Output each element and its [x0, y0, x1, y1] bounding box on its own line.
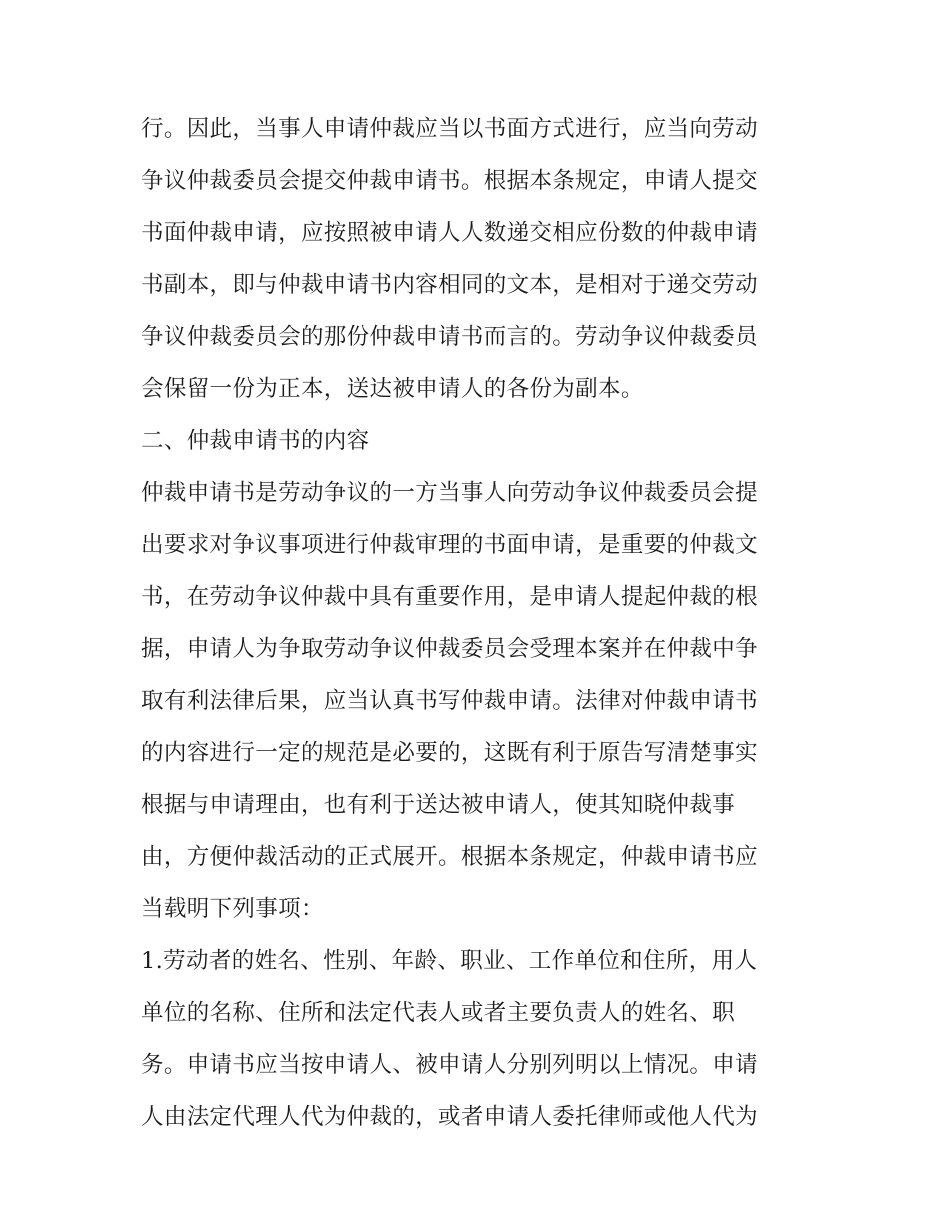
paragraph-line: 根据与申请理由，也有利于送达被申请人，使其知晓仲裁事	[141, 792, 736, 818]
document-body	[141, 103, 821, 1143]
paragraph-line: 行。因此，当事人申请仲裁应当以书面方式进行，应当向劳动	[141, 116, 758, 142]
paragraph-line: 出要求对争议事项进行仲裁审理的书面申请，是重要的仲裁文	[141, 532, 758, 558]
paragraph-line: 的内容进行一定的规范是必要的，这既有利于原告写清楚事实	[141, 740, 758, 766]
paragraph-line: 书面仲裁申请，应按照被申请人人数递交相应份数的仲裁申请	[141, 220, 758, 246]
paragraph-line: 当载明下列事项：	[141, 896, 324, 922]
paragraph-line: 会保留一份为正本，送达被申请人的各份为副本。	[141, 376, 644, 402]
list-item-line: 1.劳动者的姓名、性别、年龄、职业、工作单位和住所，用人	[141, 948, 758, 974]
paragraph-line: 由，方便仲裁活动的正式展开。根据本条规定，仲裁申请书应	[141, 844, 758, 870]
section-heading: 二、仲裁申请书的内容	[141, 428, 370, 454]
list-item-line: 人由法定代理人代为仲裁的，或者申请人委托律师或他人代为	[141, 1104, 758, 1130]
list-item-line: 务。申请书应当按申请人、被申请人分别列明以上情况。申请	[141, 1052, 758, 1078]
paragraph-line: 据，申请人为争取劳动争议仲裁委员会受理本案并在仲裁中争	[141, 636, 758, 662]
paragraph-line: 书副本，即与仲裁申请书内容相同的文本，是相对于递交劳动	[141, 272, 758, 298]
paragraph-line: 仲裁申请书是劳动争议的一方当事人向劳动争议仲裁委员会提	[141, 480, 758, 506]
paragraph-line: 取有利法律后果，应当认真书写仲裁申请。法律对仲裁申请书	[141, 688, 758, 714]
list-item-line: 单位的名称、住所和法定代表人或者主要负责人的姓名、职	[141, 1000, 736, 1026]
paragraph-line: 书，在劳动争议仲裁中具有重要作用，是申请人提起仲裁的根	[141, 584, 758, 610]
paragraph-line: 争议仲裁委员会提交仲裁申请书。根据本条规定，申请人提交	[141, 168, 758, 194]
paragraph-line: 争议仲裁委员会的那份仲裁申请书而言的。劳动争议仲裁委员	[141, 324, 758, 350]
